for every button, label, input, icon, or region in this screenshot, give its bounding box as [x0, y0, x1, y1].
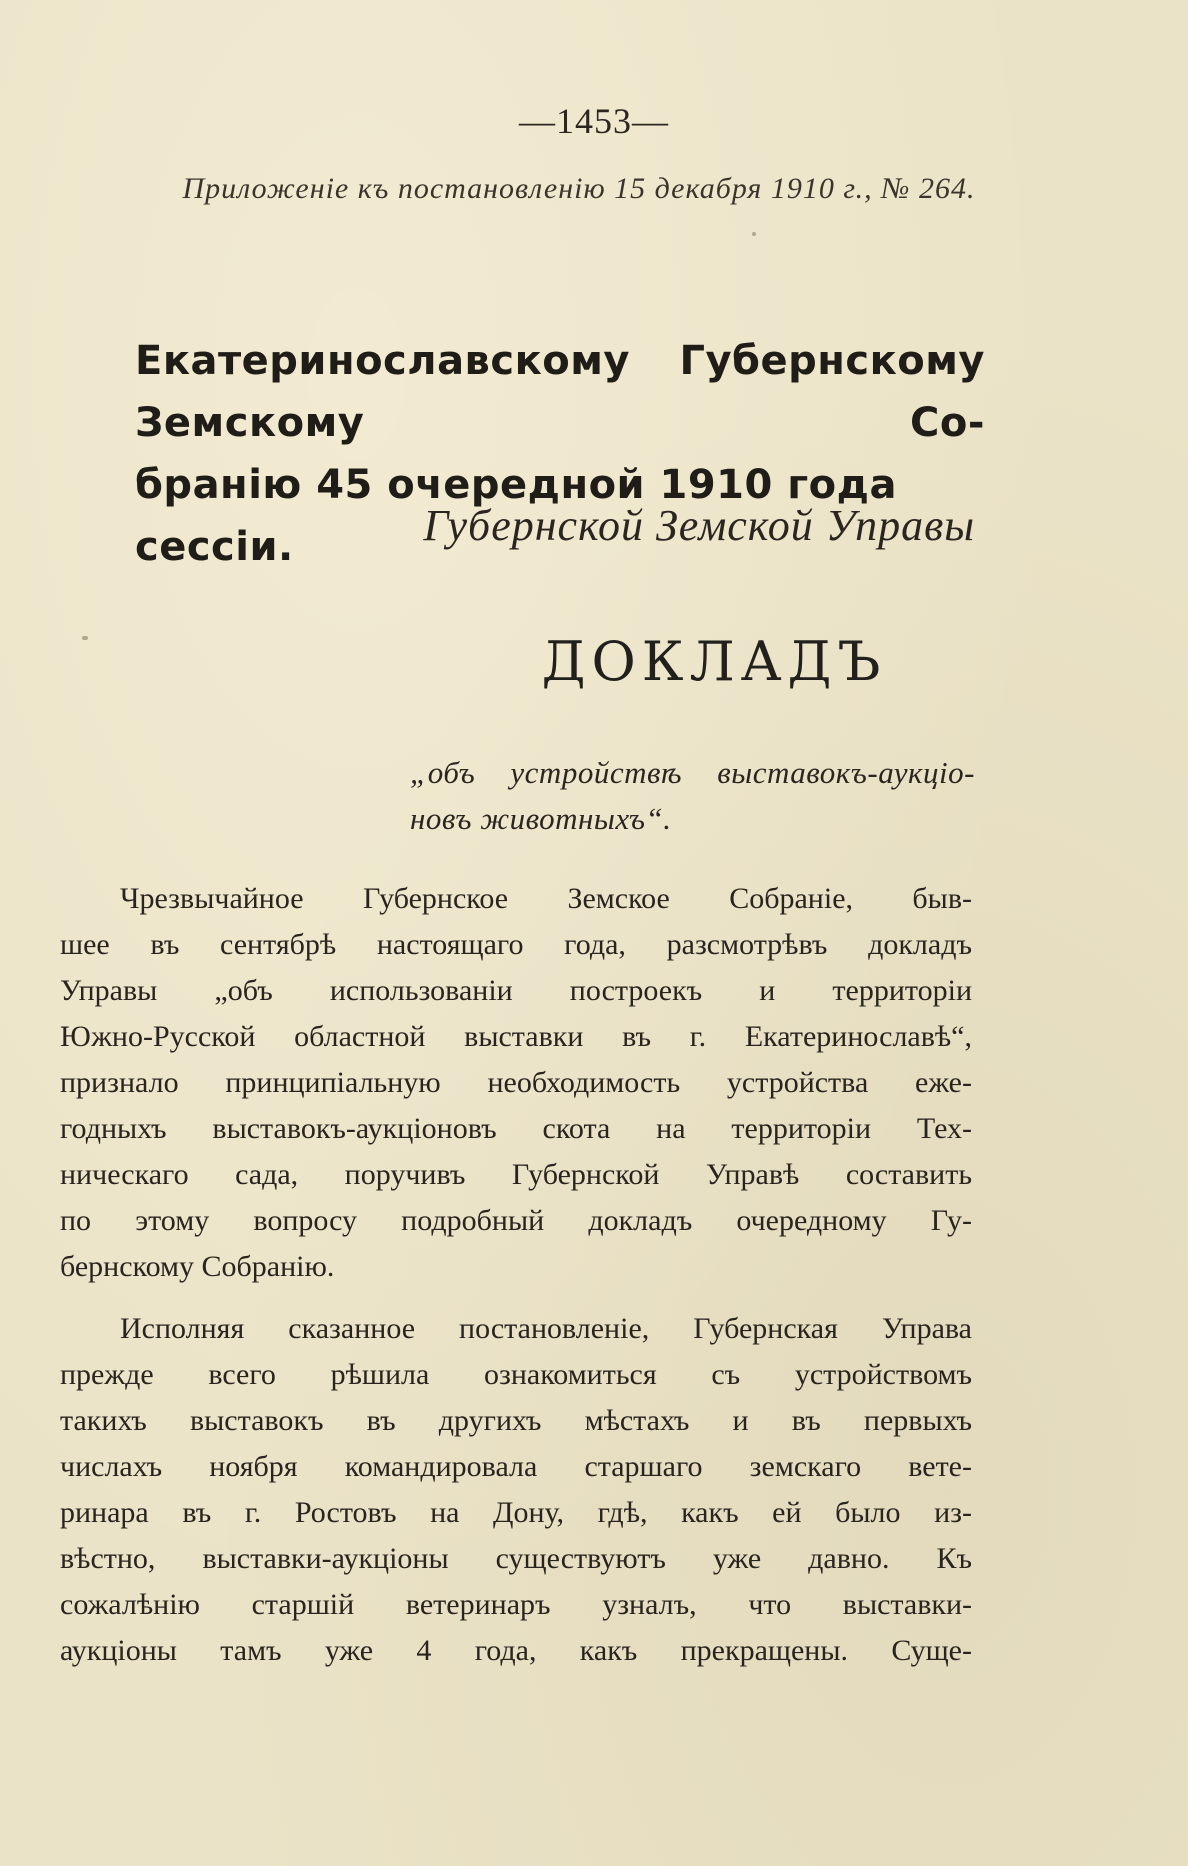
text-line: шее въ сентябрѣ настоящаго года, разсмотрѣвъ докладъ — [60, 928, 972, 961]
council-name: Губернской Земской Управы — [423, 501, 975, 550]
text-line: сожалѣнiю старшiй ветеринаръ узналъ, что выставки- — [60, 1588, 972, 1621]
text-line: Исполняя сказанное постановленiе, Губернская Управа — [120, 1312, 972, 1345]
text-line: аукцiоны тамъ уже 4 года, какъ прекращены. Суще- — [60, 1634, 972, 1667]
text-line: признало принципiальную необходимость устройства еже- — [60, 1066, 972, 1099]
report-title: ДОКЛАДЪ — [541, 630, 887, 693]
print-speck — [752, 232, 756, 236]
text-line: числахъ ноября командировала старшаго земскаго вете- — [60, 1450, 972, 1483]
text-line: по этому вопросу подробный докладъ очередному Гу- — [60, 1204, 972, 1237]
text-line: вѣстно, выставки-аукцiоны существуютъ уже давно. Къ — [60, 1542, 972, 1575]
text-line: бернскому Собранiю. — [60, 1250, 335, 1283]
page-number: —1453— — [519, 101, 669, 141]
paragraph-1 — [60, 876, 972, 1290]
subject-line-1: „объ устройствѣ выставокъ-аукцiо- — [410, 755, 975, 790]
subject-line-2: новъ животныхъ“. — [410, 801, 672, 836]
text-line: Чрезвычайное Губернское Земское Собранiе, быв- — [120, 882, 972, 915]
text-line: ническаго сада, поручивъ Губернской Управѣ составить — [60, 1158, 972, 1191]
report-subject — [410, 750, 975, 842]
text-line: Управы „объ использованiи построекъ и территорiи — [60, 974, 972, 1007]
paragraph-2 — [60, 1306, 972, 1674]
body-text — [60, 876, 972, 1674]
heading-line-2: бранiю 45 очередной 1910 года сессiи. — [135, 462, 897, 570]
text-line: Южно-Русской областной выставки въ г. Екатеринославѣ“, — [60, 1020, 972, 1053]
text-line: такихъ выставокъ въ другихъ мѣстахъ и въ первыхъ — [60, 1404, 972, 1437]
heading-line-1: Екатеринославскому Губернскому Земскому Со- — [135, 338, 985, 446]
appendix-note: Приложенiе къ постановленiю 15 декабря 1910 г., № 264. — [182, 172, 976, 205]
text-line: ринара въ г. Ростовъ на Дону, гдѣ, какъ ей было из- — [60, 1496, 972, 1529]
text-line: прежде всего рѣшила ознакомиться съ устройствомъ — [60, 1358, 972, 1391]
text-line: годныхъ выставокъ-аукцiоновъ скота на территорiи Тех- — [60, 1112, 972, 1145]
